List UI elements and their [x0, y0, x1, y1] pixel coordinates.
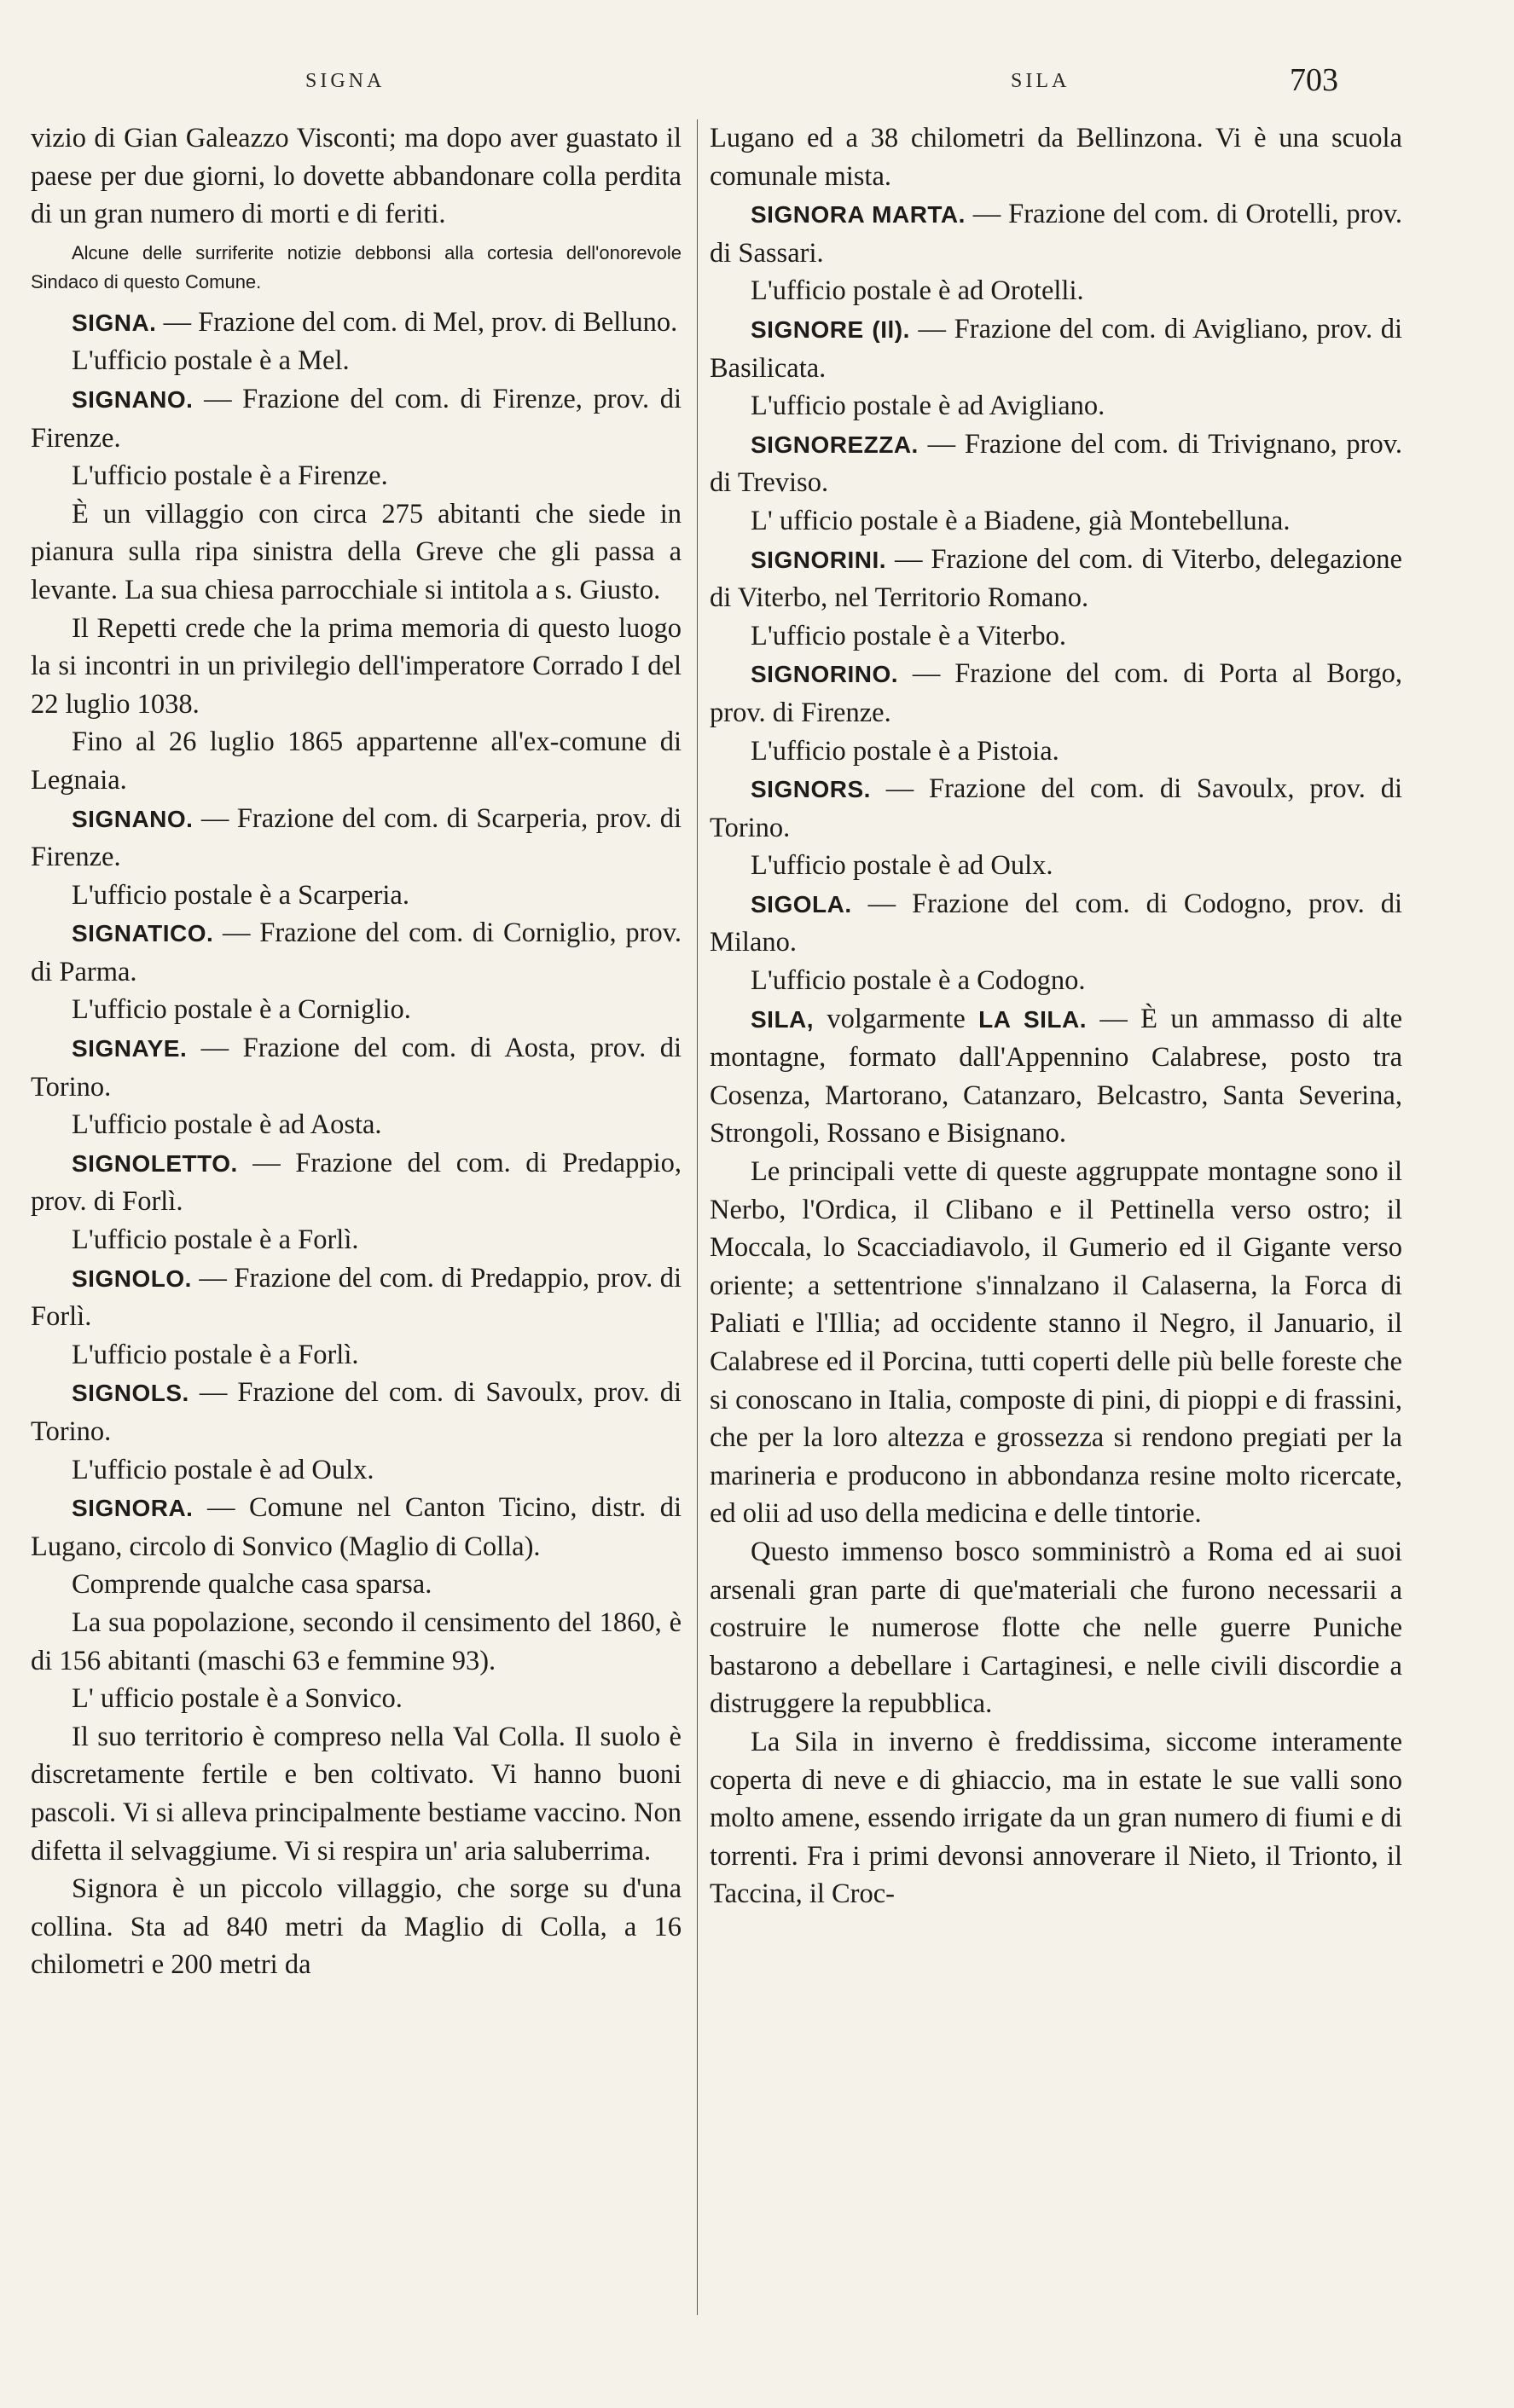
entry-signano-scarperia — [31, 800, 682, 877]
running-head-right: SILA — [1011, 70, 1070, 92]
postal-office-line: L'ufficio postale è a Pistoia. — [751, 735, 1059, 767]
entry-text: — Frazione del com. di Savoulx, prov. di Torino. — [31, 1377, 682, 1447]
paragraph: Fino al 26 luglio 1865 appartenne all'ex-comune di Legnaia. — [31, 726, 682, 796]
entry-text: volgarmente — [814, 1003, 979, 1034]
entry-signore — [710, 310, 1402, 387]
postal-office-line: L'ufficio postale è ad Oulx. — [751, 850, 1053, 882]
entry-text: — Frazione del com. di Scarperia, prov. di Firenze. — [31, 802, 682, 873]
postal-office-line: L'ufficio postale è ad Oulx. — [72, 1454, 374, 1485]
entry-text: — Frazione del com. di Orotelli, prov. di Sassari. — [710, 199, 1402, 269]
postal-office-line: L'ufficio postale è a Codogno. — [751, 965, 1086, 997]
entry-signano — [31, 380, 682, 457]
entry-heading: SIGNAYE. — [72, 1035, 188, 1062]
entry-text: — Frazione del com. di Mel, prov. di Belluno. — [156, 306, 678, 338]
entry-signols — [31, 1374, 682, 1450]
postal-office-line: L'ufficio postale è a Forlì. — [72, 1224, 359, 1256]
entry-heading: SILA, — [751, 1005, 815, 1033]
entry-heading: SIGNORINI. — [751, 546, 887, 573]
postal-office-line: L' ufficio postale è a Sonvico. — [72, 1683, 403, 1715]
postal-office-line: L'ufficio postale è a Forlì. — [72, 1339, 359, 1370]
entry-signaye — [31, 1029, 682, 1106]
entry-heading: SIGNA. — [72, 309, 157, 336]
entry-text: — È un ammasso di alte montagne, formato dall'Appennino Calabrese, posto tra Cosenza, Martorano, Catanzaro, Belcastro, Santa Severina, Strongoli, Rossano e Bisignano. — [710, 1003, 1403, 1149]
entry-heading: SIGNANO. — [72, 385, 194, 413]
entry-heading: SIGNOLO. — [72, 1265, 192, 1292]
entry-heading: SIGNORA MARTA. — [751, 201, 966, 229]
paragraph: Comprende qualche casa sparsa. — [72, 1569, 432, 1601]
postal-office-line: L'ufficio postale è a Corniglio. — [72, 994, 411, 1026]
entry-text: — Frazione del com. di Savoulx, prov. di Torino. — [710, 773, 1402, 843]
entry-text: — Frazione del com. di Trivignano, prov. di Treviso. — [710, 428, 1402, 499]
paragraph: Questo immenso bosco somministrò a Roma ed ai suoi arsenali gran parte di que'materiali che furono necessarii a costruire le numerose flotte che nelle guerre Puniche bastarono a debellare i Cartaginesi, e nelle civili discordie a distruggere la repubblica. — [710, 1536, 1402, 1720]
column-divider — [697, 119, 698, 2315]
entry-signora-marta — [710, 195, 1402, 272]
entry-heading: SIGNANO. — [72, 805, 194, 832]
paragraph: Lugano ed a 38 chilometri da Bellinzona. Vi è una scuola comunale mista. — [710, 123, 1402, 192]
postal-office-line: L'ufficio postale è ad Avigliano. — [751, 391, 1105, 422]
entry-heading: SIGNORA. — [72, 1495, 194, 1522]
entry-text: — Frazione del com. di Avigliano, prov. di Basilicata. — [710, 313, 1402, 384]
entry-text: — Comune nel Canton Ticino, distr. di Lugano, circolo di Sonvico (Maglio di Colla). — [31, 1492, 682, 1562]
postal-office-line: L'ufficio postale è a Mel. — [72, 345, 350, 377]
entry-signorino — [710, 655, 1402, 732]
editorial-note: Alcune delle surriferite notizie debbonsi alla cortesia dell'onorevole Sindaco di questo Comune. — [31, 241, 682, 292]
left-column — [31, 119, 682, 1984]
entry-heading: SIGNOLETTO. — [72, 1149, 238, 1177]
entry-text: — Frazione del com. di Codogno, prov. di Milano. — [710, 888, 1402, 958]
postal-office-line: L'ufficio postale è a Viterbo. — [751, 620, 1067, 651]
entry-signora — [31, 1489, 682, 1566]
entry-text: — Frazione del com. di Aosta, prov. di Torino. — [31, 1033, 682, 1103]
paragraph: Il Repetti crede che la prima memoria di questo luogo la si incontri in un privilegio dell'imperatore Corrado I del 22 luglio 1038. — [31, 612, 682, 720]
entry-signolo — [31, 1259, 682, 1336]
entry-heading: SIGOLA. — [751, 890, 852, 917]
right-column — [710, 119, 1402, 1913]
entry-signoletto — [31, 1144, 682, 1221]
paragraph: La Sila in inverno è freddissima, siccome interamente coperta di neve e di ghiaccio, ma in estate le sue valli sono molto amene, essendo irrigate da un gran numero di fiumi e di torrenti. Fra i primi devonsi annoverare il Nieto, il Trionto, il Taccina, il Croc- — [710, 1726, 1402, 1910]
entry-heading: SIGNORE (Il). — [751, 315, 910, 343]
paragraph: È un villaggio con circa 275 abitanti che siede in pianura sulla ripa sinistra della Greve che gli passa a levante. La sua chiesa parrocchiale si intitola a s. Giusto. — [31, 498, 682, 605]
entry-signa — [31, 304, 682, 343]
postal-office-line: L'ufficio postale è a Scarperia. — [72, 879, 409, 911]
page-number: 703 — [1290, 62, 1338, 98]
paragraph: Signora è un piccolo villaggio, che sorge su d'una collina. Sta ad 840 metri da Maglio di Colla, a 16 chilometri e 200 metri da — [31, 1873, 682, 1981]
running-head-left: SIGNA — [305, 70, 386, 92]
entry-signatico — [31, 914, 682, 991]
entry-heading: SIGNATICO. — [72, 920, 214, 947]
entry-heading: SIGNORS. — [751, 776, 871, 803]
entry-text: — Frazione del com. di Porta al Borgo, prov. di Firenze. — [710, 658, 1402, 728]
entry-heading: SIGNOLS. — [72, 1380, 189, 1407]
entry-sila — [710, 1000, 1402, 1153]
entry-text: — Frazione del com. di Predappio, prov. di Forlì. — [31, 1262, 682, 1333]
paragraph: La sua popolazione, secondo il censimento del 1860, è di 156 abitanti (maschi 63 e femmine 93). — [31, 1606, 682, 1676]
entry-text: — Frazione del com. di Firenze, prov. di Firenze. — [31, 383, 682, 454]
entry-text: — Frazione del com. di Corniglio, prov. di Parma. — [31, 917, 682, 987]
entry-signorini — [710, 541, 1402, 617]
postal-office-line: L'ufficio postale è ad Aosta. — [72, 1109, 382, 1141]
entry-heading-alt: LA SILA. — [978, 1005, 1088, 1033]
entry-sigola — [710, 885, 1402, 962]
entry-text: — Frazione del com. di Predappio, prov. di Forlì. — [31, 1147, 682, 1218]
postal-office-line: L'ufficio postale è a Firenze. — [72, 460, 388, 492]
paragraph: Il suo territorio è compreso nella Val Colla. Il suolo è discretamente fertile e ben coltivato. Vi hanno buoni pascoli. Vi si alleva principalmente bestiame vaccino. Non difetta il selvaggiume. Vi si respira un' aria saluberrima. — [31, 1721, 682, 1867]
paragraph: Le principali vette di queste aggruppate montagne sono il Nerbo, l'Ordica, il Clibano e il Pettinella verso ostro; il Moccala, lo Scacciadiavolo, il Gumerio ed il Gigante verso oriente; a settentrione s'innalzano il Calaserna, la Forca di Paliati e l'Illia; ad occidente stanno il Negro, il Januario, il Calabrese ed il Porcina, tutti coperti delle più belle foreste che si conoscano in Italia, composte di pini, di pioppi e di frassini, che per la loro altezza e grossezza si rendono pregiati per la marineria e producono in abbondanza resine molto ricercate, ed olii ad uso della medicina e delle tintorie. — [710, 1156, 1402, 1530]
paragraph: vizio di Gian Galeazzo Visconti; ma dopo aver guastato il paese per due giorni, lo dovette abbandonare colla perdita di un gran numero di morti e di feriti. — [31, 123, 682, 230]
entry-text: — Frazione del com. di Viterbo, delegazione di Viterbo, nel Territorio Romano. — [710, 543, 1402, 614]
entry-heading: SIGNORINO. — [751, 661, 899, 688]
entry-heading: SIGNOREZZA. — [751, 431, 919, 458]
postal-office-line: L'ufficio postale è ad Orotelli. — [751, 275, 1084, 307]
postal-office-line: L' ufficio postale è a Biadene, già Montebelluna. — [751, 505, 1291, 536]
entry-signors — [710, 770, 1402, 847]
entry-signorezza — [710, 425, 1402, 502]
